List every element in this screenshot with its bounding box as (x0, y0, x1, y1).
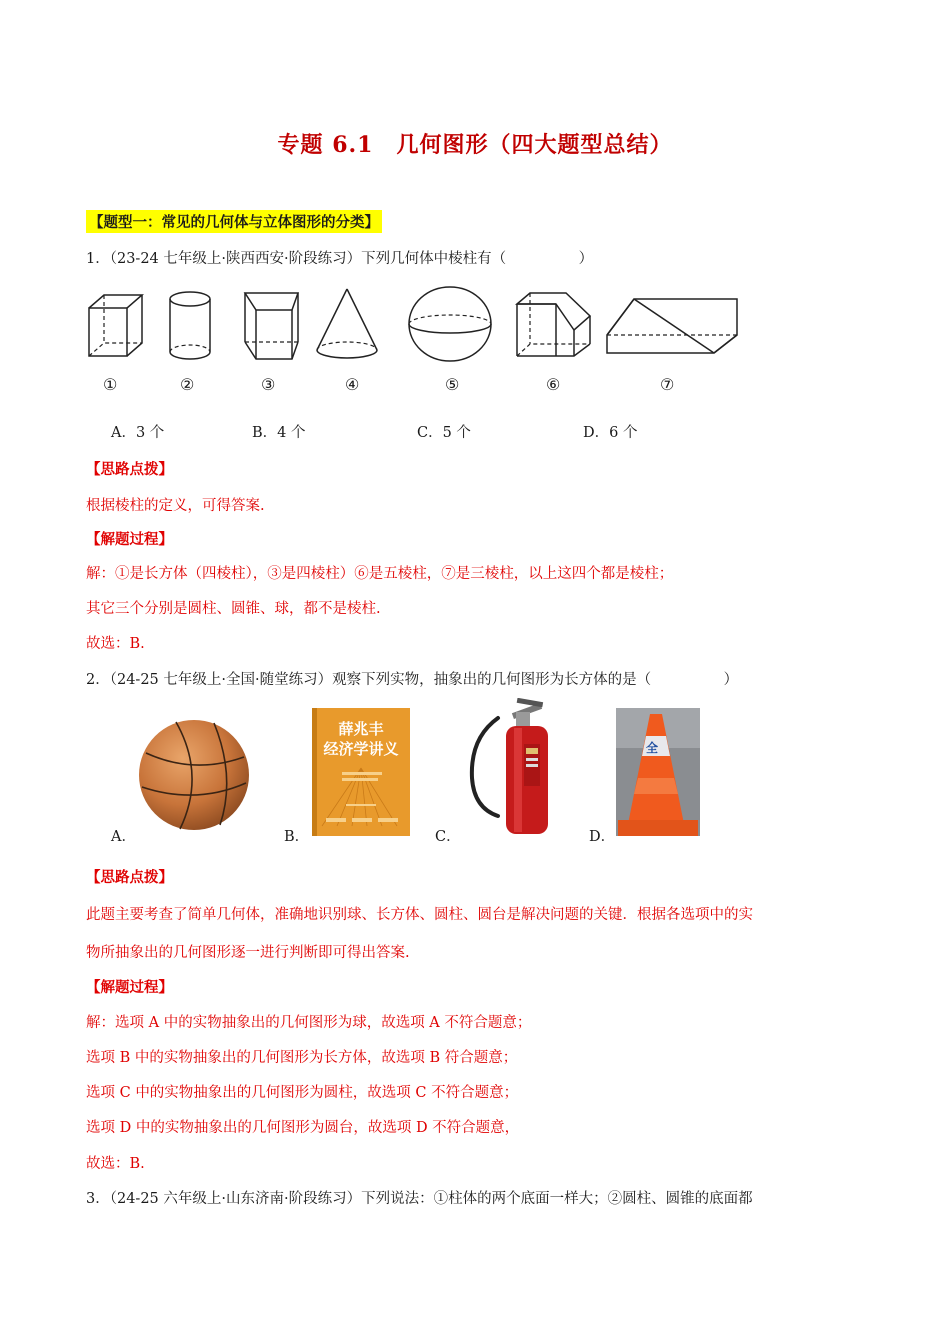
q1-option-a: A．3 个 (111, 425, 165, 441)
figure-label-7: ⑦ (660, 375, 675, 394)
q2-solution-line-4: 选项 D 中的实物抽象出的几何图形为圆台，故选项 D 不符合题意， (86, 1120, 520, 1136)
q2-hint-line-2: 物所抽象出的几何图形逐一进行判断即可得出答案. (86, 945, 410, 961)
question-3-stem: 3．（24-25 六年级上·山东济南·阶段练习）下列说法：①柱体的两个底面一样大；②圆柱、圆锥的底面都 (86, 1191, 753, 1207)
q2-option-a: A． (111, 829, 136, 845)
book-title-line-1: 薛兆丰 (338, 720, 384, 738)
q2-hint-line-1: 此题主要考查了简单几何体，准确地识别球、长方体、圆柱、圆台是解决问题的关键．根据各选项中的实 (86, 907, 753, 923)
q2-option-b: B． (284, 829, 310, 845)
q2-solution-line-2: 选项 B 中的实物抽象出的几何图形为长方体，故选项 B 符合题意； (86, 1050, 518, 1066)
question-2-stem: 2．（24-25 七年级上·全国·随堂练习）观察下列实物，抽象出的几何图形为长方体的是（ ） (86, 672, 739, 688)
fire-extinguisher-image (462, 698, 558, 838)
figure-label-4: ④ (345, 375, 360, 394)
figure-label-6: ⑥ (546, 375, 561, 394)
figure-label-3: ③ (261, 375, 276, 394)
q1-option-b: B．4 个 (252, 425, 306, 441)
q2-solution-line-1: 解：选项 A 中的实物抽象出的几何图形为球，故选项 A 不符合题意； (86, 1015, 532, 1031)
q2-solution-title: 【解题过程】 (86, 979, 173, 996)
q2-solution-line-3: 选项 C 中的实物抽象出的几何图形为圆柱，故选项 C 不符合题意； (86, 1085, 519, 1101)
triangular-prism-figure (604, 295, 740, 357)
q1-hint-title: 【思路点拨】 (86, 461, 173, 478)
q1-option-c: C．5 个 (417, 425, 471, 441)
figure-label-2: ② (180, 375, 195, 394)
q1-solution-title: 【解题过程】 (86, 531, 173, 548)
q1-hint: 根据棱柱的定义，可得答案. (86, 498, 265, 514)
q2-option-d: D． (589, 829, 616, 845)
q1-solution-line-1: 解：①是长方体（四棱柱），③是四棱柱）⑥是五棱柱，⑦是三棱柱，以上这四个都是棱柱； (86, 566, 674, 582)
traffic-cone-image (616, 708, 700, 836)
q2-solution-line-5: 故选：B. (86, 1156, 145, 1172)
basketball-image (136, 717, 252, 833)
book-title-line-2: 经济学讲义 (323, 740, 399, 758)
figure-label-1: ① (103, 375, 118, 394)
q1-solution-line-3: 故选：B. (86, 636, 145, 652)
cube-figure (86, 292, 146, 360)
quadrangular-prism-figure (242, 290, 302, 362)
q2-hint-title: 【思路点拨】 (86, 869, 173, 886)
q1-solution-line-2: 其它三个分别是圆柱、圆锥、球，都不是棱柱. (86, 601, 381, 617)
sphere-figure (406, 284, 494, 364)
cone-figure (312, 286, 382, 362)
q1-option-d: D．6 个 (583, 425, 638, 441)
cone-text: 全 (646, 741, 659, 755)
section-heading-type1: 【题型一：常见的几何体与立体图形的分类】 (86, 210, 382, 233)
economics-book-image (312, 708, 410, 836)
cylinder-figure (166, 290, 214, 362)
pentagonal-prism-figure (514, 290, 594, 362)
page-title: 专题 6.1 几何图形（四大题型总结） (277, 132, 673, 158)
question-1-stem: 1．（23-24 七年级上·陕西西安·阶段练习）下列几何体中棱柱有（ ） (86, 251, 594, 267)
figure-label-5: ⑤ (445, 375, 460, 394)
q2-option-c: C． (435, 829, 461, 845)
